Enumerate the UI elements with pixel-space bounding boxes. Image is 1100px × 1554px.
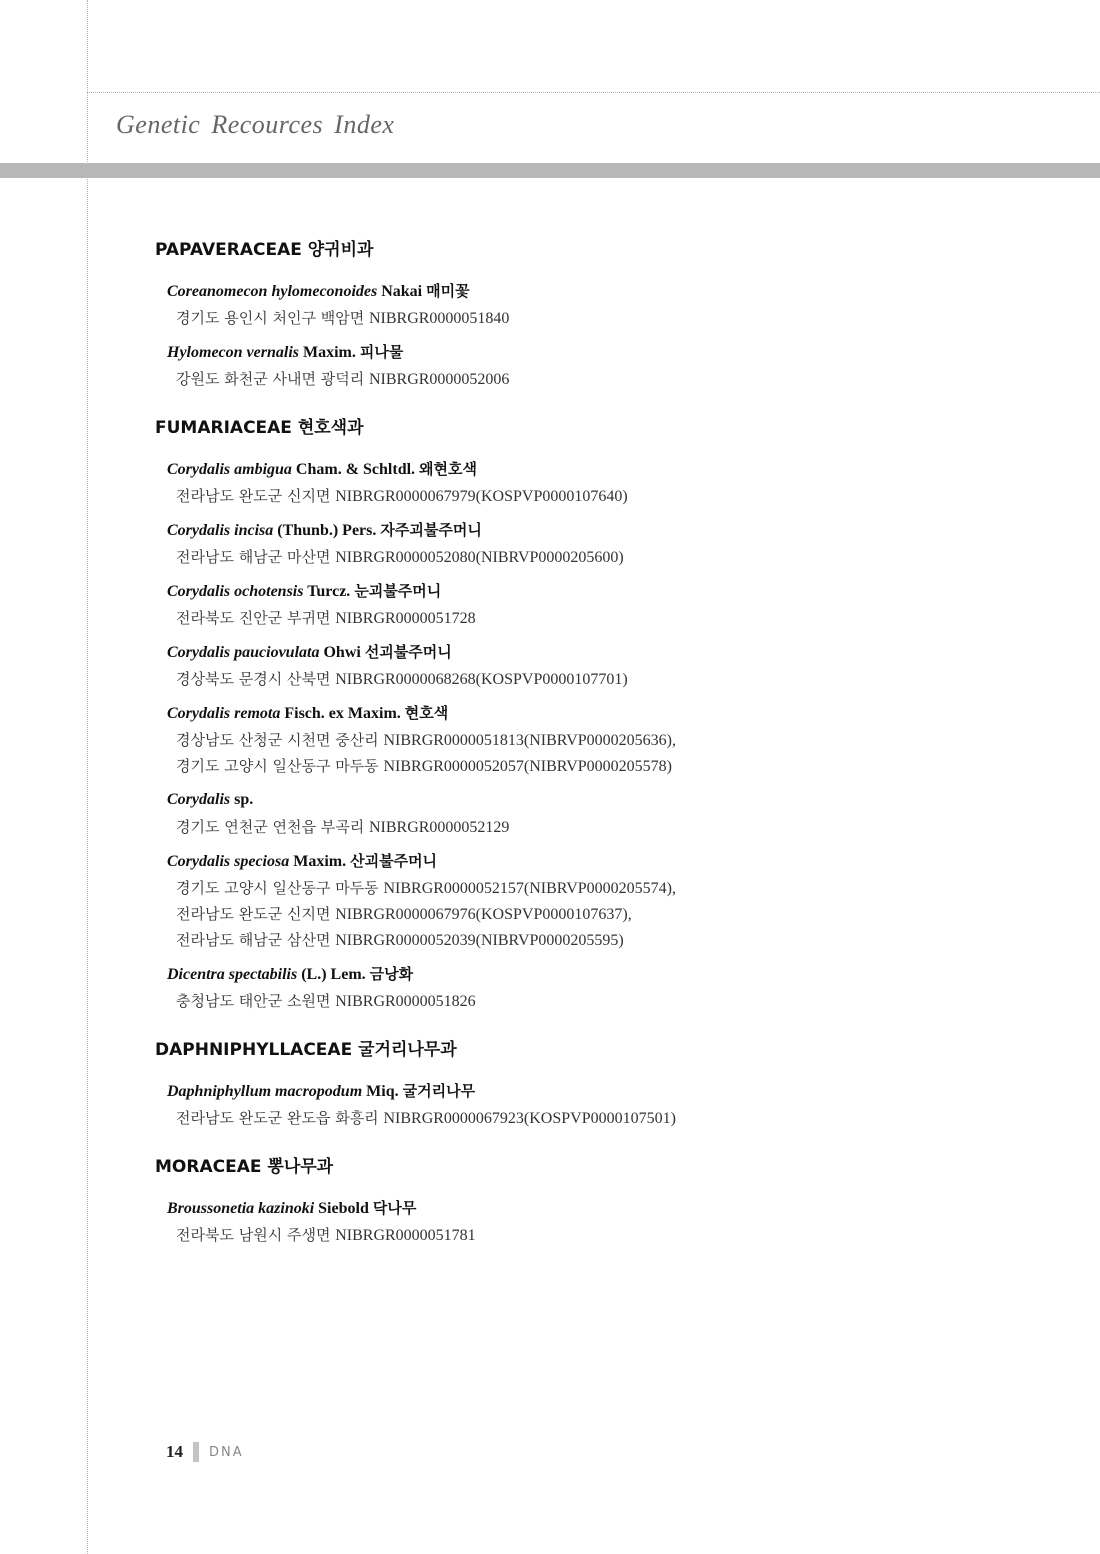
specimen-code: NIBRGR0000067979(KOSPVP0000107640) — [335, 488, 628, 505]
author-citation: Turcz. — [307, 583, 351, 600]
collection-locality — [176, 927, 1085, 953]
korean-name: 선괴불주머니 — [364, 643, 452, 661]
locality-place: 강원도 화천군 사내면 광덕리 — [176, 370, 365, 388]
collection-locality — [176, 305, 1085, 331]
species-epithet: speciosa — [234, 853, 290, 870]
collection-locality — [176, 753, 1085, 779]
locality-place: 경기도 용인시 처인구 백암면 — [176, 309, 365, 327]
index-content — [155, 236, 1085, 1270]
specimen-code: NIBRGR0000051826 — [335, 993, 476, 1010]
author-citation: Maxim. — [293, 853, 347, 870]
locality-place: 경상남도 산청군 시천면 중산리 — [176, 731, 379, 749]
genus-name: Corydalis — [167, 583, 231, 600]
genus-name: Broussonetia — [167, 1200, 255, 1217]
species-epithet: incisa — [234, 522, 274, 539]
species-name — [167, 638, 1085, 666]
running-head: Genetic Recources Index — [116, 110, 395, 139]
locality-place: 경기도 고양시 일산동구 마두동 — [176, 757, 379, 775]
genus-name: Corydalis — [167, 522, 231, 539]
collection-locality — [176, 1222, 1085, 1248]
family-section — [155, 236, 1085, 392]
locality-place: 전라남도 완도군 신지면 — [176, 487, 331, 505]
species-entry — [167, 847, 1085, 953]
family-title: FUMARIACEAE 현호색과 — [155, 418, 364, 438]
collection-locality — [176, 483, 1085, 509]
author-citation: Cham. & Schltdl. — [295, 461, 416, 478]
family-section — [155, 414, 1085, 1014]
korean-name: 눈괴불주머니 — [354, 582, 442, 600]
locality-place: 충청남도 태안군 소원면 — [176, 992, 331, 1010]
korean-name: 금낭화 — [369, 965, 414, 983]
author-citation: Miq. — [366, 1083, 399, 1100]
species-epithet: kazinoki — [258, 1200, 315, 1217]
author-citation: Maxim. — [303, 344, 356, 361]
author-citation: Fisch. ex Maxim. — [284, 705, 401, 722]
collection-locality — [176, 544, 1085, 570]
species-name — [167, 699, 1085, 727]
locality-place: 경상북도 문경시 산북면 — [176, 670, 331, 688]
korean-name: 닥나무 — [372, 1199, 417, 1217]
locality-place: 경기도 고양시 일산동구 마두동 — [176, 879, 379, 897]
species-epithet: spectabilis — [228, 966, 298, 983]
korean-name: 현호색 — [404, 704, 449, 722]
species-epithet: ambigua — [234, 461, 292, 478]
genus-name: Dicentra — [167, 966, 225, 983]
family-title: PAPAVERACEAE 양귀비과 — [155, 240, 374, 260]
author-citation: Nakai — [381, 283, 423, 300]
margin-guide-vertical — [87, 0, 88, 1554]
species-name — [167, 847, 1085, 875]
korean-name: 피나물 — [359, 343, 404, 361]
korean-name: 자주괴불주머니 — [380, 521, 482, 539]
collection-locality — [176, 1105, 1085, 1131]
page-number: 14 — [166, 1442, 183, 1461]
species-epithet: pauciovulata — [234, 644, 320, 661]
author-citation: (Thunb.) Pers. — [277, 522, 377, 539]
specimen-code: NIBRGR0000068268(KOSPVP0000107701) — [335, 671, 628, 688]
family-title: MORACEAE 뽕나무과 — [155, 1157, 334, 1177]
genus-name: Corydalis — [167, 461, 231, 478]
species-entry — [167, 277, 1085, 331]
species-entry — [167, 1194, 1085, 1248]
specimen-code: NIBRGR0000051813(NIBRVP0000205636), — [383, 732, 676, 749]
collection-locality — [176, 875, 1085, 901]
korean-name: 산괴불주머니 — [350, 852, 438, 870]
family-section — [155, 1153, 1085, 1248]
species-entry — [167, 699, 1085, 779]
genus-name: Coreanomecon — [167, 283, 268, 300]
species-entry — [167, 516, 1085, 570]
collection-locality — [176, 814, 1085, 840]
footer-divider-bar — [193, 1442, 199, 1462]
specimen-code: NIBRGR0000052006 — [368, 371, 510, 388]
species-name — [167, 786, 1085, 814]
species-entry — [167, 338, 1085, 392]
korean-name: 굴거리나무 — [402, 1082, 476, 1100]
author-citation: (L.) Lem. — [301, 966, 366, 983]
collection-locality — [176, 366, 1085, 392]
specimen-code: NIBRGR0000051728 — [335, 610, 476, 627]
species-name — [167, 338, 1085, 366]
species-epithet: ochotensis — [234, 583, 304, 600]
specimen-code: NIBRGR0000067976(KOSPVP0000107637), — [335, 906, 632, 923]
author-citation: Ohwi — [323, 644, 361, 661]
korean-name: 왜현호색 — [419, 460, 478, 478]
genus-name: Hylomecon — [167, 344, 243, 361]
specimen-code: NIBRGR0000051781 — [335, 1227, 476, 1244]
specimen-code: NIBRGR0000067923(KOSPVP0000107501) — [383, 1110, 676, 1127]
specimen-code: NIBRGR0000051840 — [368, 310, 510, 327]
family-section — [155, 1036, 1085, 1131]
family-title: DAPHNIPHYLLACEAE 굴거리나무과 — [155, 1040, 457, 1060]
collection-locality — [176, 605, 1085, 631]
specimen-code: NIBRGR0000052039(NIBRVP0000205595) — [335, 932, 624, 949]
author-citation: Siebold — [318, 1200, 369, 1217]
species-name — [167, 960, 1085, 988]
genus-name: Corydalis — [167, 791, 231, 808]
author-citation: sp. — [234, 791, 254, 808]
header-rule-bar — [0, 163, 1100, 178]
genus-name: Corydalis — [167, 705, 231, 722]
species-entry — [167, 455, 1085, 509]
specimen-code: NIBRGR0000052057(NIBRVP0000205578) — [383, 758, 672, 775]
locality-place: 경기도 연천군 연천읍 부곡리 — [176, 818, 365, 836]
species-name — [167, 277, 1085, 305]
locality-place: 전라남도 완도군 완도읍 화흥리 — [176, 1109, 379, 1127]
species-epithet: vernalis — [246, 344, 299, 361]
specimen-code: NIBRGR0000052157(NIBRVP0000205574), — [383, 880, 676, 897]
genus-name: Daphniphyllum — [167, 1083, 272, 1100]
species-name — [167, 577, 1085, 605]
collection-locality — [176, 901, 1085, 927]
species-entry — [167, 1077, 1085, 1131]
locality-place: 전라남도 해남군 삼산면 — [176, 931, 331, 949]
korean-name: 매미꽃 — [426, 282, 470, 300]
collection-locality — [176, 666, 1085, 692]
species-name — [167, 455, 1085, 483]
genus-name: Corydalis — [167, 853, 231, 870]
specimen-code: NIBRGR0000052129 — [368, 819, 510, 836]
collection-locality — [176, 988, 1085, 1014]
footer-label: DNA — [209, 1444, 244, 1460]
species-entry — [167, 786, 1085, 840]
genus-name: Corydalis — [167, 644, 231, 661]
species-name — [167, 1194, 1085, 1222]
species-epithet: remota — [234, 705, 281, 722]
margin-guide-horizontal — [87, 92, 1100, 93]
locality-place: 전라남도 해남군 마산면 — [176, 548, 331, 566]
species-epithet: hylomeconoides — [271, 283, 378, 300]
species-epithet: macropodum — [275, 1083, 363, 1100]
page-footer — [166, 1440, 244, 1464]
species-name — [167, 1077, 1085, 1105]
collection-locality — [176, 727, 1085, 753]
locality-place: 전라북도 진안군 부귀면 — [176, 609, 331, 627]
species-entry — [167, 960, 1085, 1014]
species-entry — [167, 577, 1085, 631]
locality-place: 전라북도 남원시 주생면 — [176, 1226, 331, 1244]
specimen-code: NIBRGR0000052080(NIBRVP0000205600) — [335, 549, 624, 566]
locality-place: 전라남도 완도군 신지면 — [176, 905, 331, 923]
species-name — [167, 516, 1085, 544]
species-entry — [167, 638, 1085, 692]
